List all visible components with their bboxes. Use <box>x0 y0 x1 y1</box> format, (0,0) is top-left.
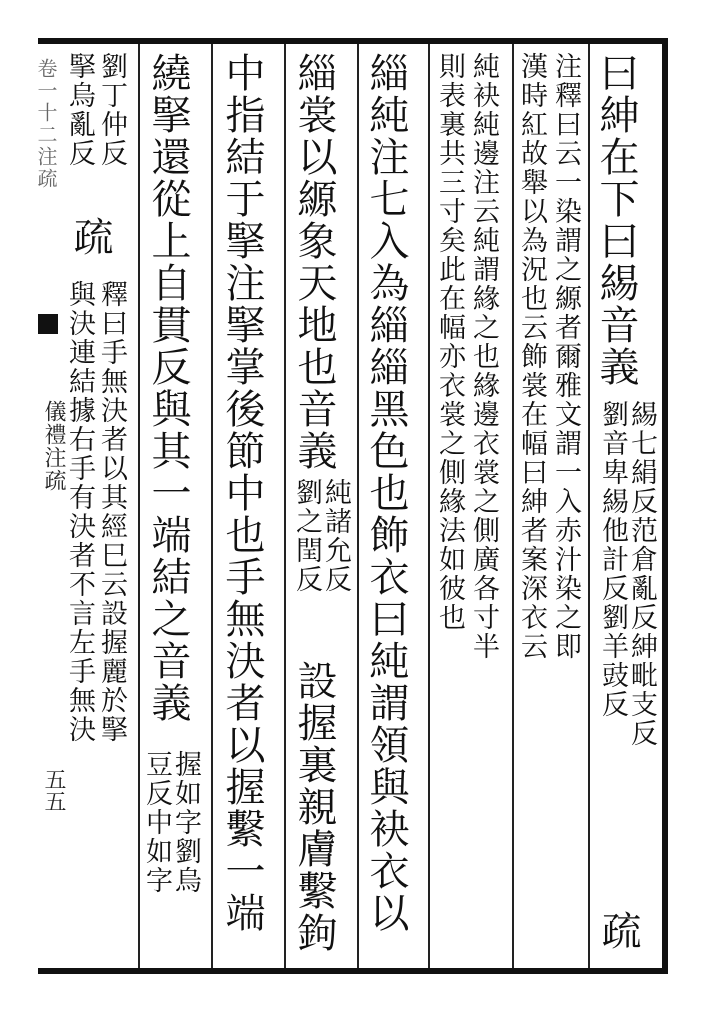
commentary-line: 漢時紅故舉以為況也云飾裳在幅曰紳者案深衣云 <box>516 52 547 661</box>
shu-marker: 疏 <box>67 216 113 258</box>
text-column-7 <box>145 52 191 724</box>
frame-bottom-border <box>38 968 668 974</box>
column-rule <box>138 44 140 968</box>
main-text: 緇裳以縓象天地也 <box>291 52 337 388</box>
book-title: 儀禮注疏 <box>41 400 66 492</box>
commentary-line: 釋曰手無決者以其經巳云設握麗於掔 <box>96 280 127 744</box>
commentary-line: 純袂純邊注云純謂緣之也緣邊衣裳之側廣各寸半 <box>468 52 499 661</box>
column-rule <box>512 44 514 968</box>
annotation-line: 豆反中如字 <box>141 750 172 895</box>
commentary-line: 與決連結據右手有決者不言左手無決 <box>64 280 95 744</box>
text-column-6: 中指結于掔注掔掌後節中也手無決者以握繫一端 <box>219 52 265 934</box>
annotation-line: 劉音卑緆他計反劉羊豉反 <box>597 400 628 719</box>
annotation-line: 掔烏亂反 <box>64 52 95 168</box>
annotation-line: 劉之閏反 <box>291 478 322 594</box>
column-rule <box>357 44 359 968</box>
frame-top-border <box>38 38 668 44</box>
column-rule <box>284 44 286 968</box>
annotation-line: 劉丁仲反 <box>96 52 127 168</box>
text-column-4: 緇純注七入為緇緇黑色也飾衣曰純謂領與袂衣以 <box>363 52 409 934</box>
yinyi-marker: 音義 <box>593 304 639 388</box>
annotation-line: 握如字劉烏 <box>170 750 201 895</box>
yinyi-marker: 音義 <box>145 640 191 724</box>
frame-right-border <box>662 38 668 974</box>
text-column-5 <box>291 52 337 472</box>
shu-marker: 疏 <box>595 910 641 952</box>
yinyi-marker: 音義 <box>291 388 337 472</box>
column-rule <box>428 44 430 968</box>
main-text: 曰紳在下曰緆 <box>593 52 639 304</box>
commentary-line: 則表裏共三寸矣此在幅亦衣裳之側緣法如彼也 <box>434 52 465 632</box>
fish-tail-mark <box>38 314 58 334</box>
text-column-1 <box>593 52 639 388</box>
text-column-5-end: 設握裏親膚繫鉤 <box>291 660 337 954</box>
page-number: 五五 <box>41 768 66 812</box>
commentary-line: 注釋曰云一染謂之縓者爾雅文謂一入赤汁染之即 <box>550 52 581 661</box>
annotation-line: 緆七絹反范倉亂反紳毗支反 <box>626 400 657 748</box>
column-rule <box>211 44 213 968</box>
main-text: 繞掔還從上自貫反與其一端結之 <box>145 52 191 640</box>
column-rule <box>588 44 590 968</box>
margin-edge-text: 卷一十二注疏 <box>34 58 58 190</box>
annotation-line: 純諸允反 <box>320 478 351 594</box>
